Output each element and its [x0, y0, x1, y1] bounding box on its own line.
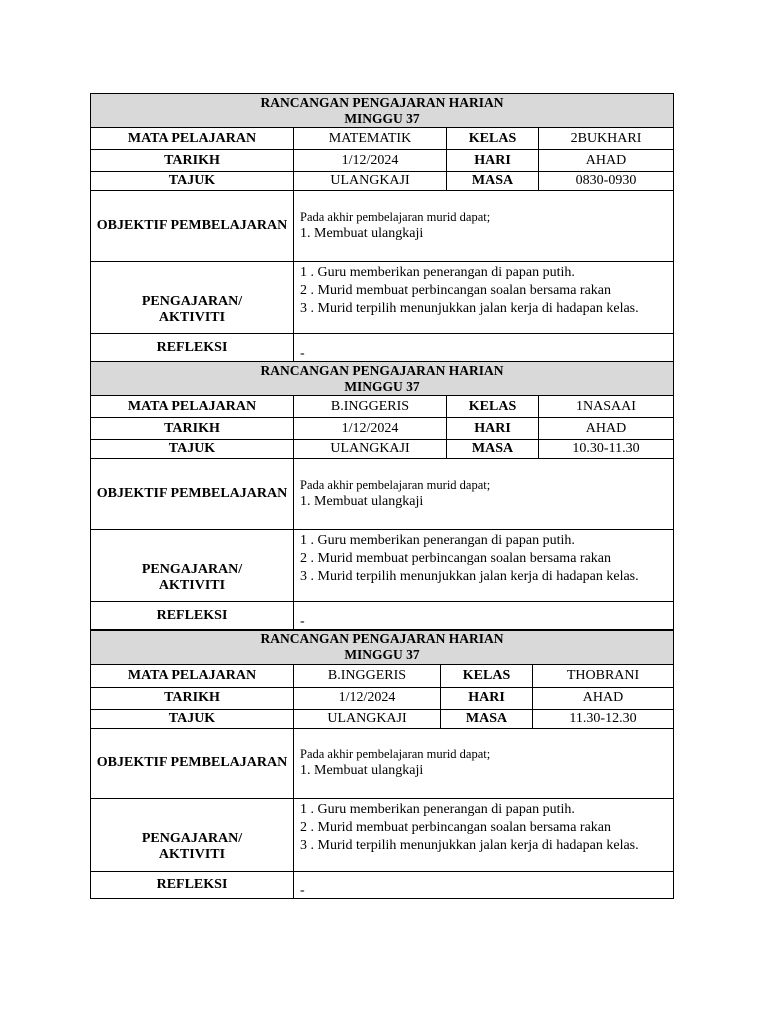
- day-label: HARI: [441, 687, 533, 709]
- topic-value: ULANGKAJI: [294, 172, 447, 191]
- topic-label: TAJUK: [91, 709, 294, 728]
- subject-value: B.INGGERIS: [294, 664, 441, 687]
- activity-item: 3 . Murid terpilih menunjukkan jalan kerja di hadapan kelas.: [300, 301, 639, 316]
- subject-value: B.INGGERIS: [294, 396, 447, 418]
- subject-label: MATA PELAJARAN: [91, 128, 294, 150]
- topic-value: ULANGKAJI: [294, 440, 447, 459]
- subject-value: MATEMATIK: [294, 128, 447, 150]
- objective-content: [294, 459, 674, 530]
- lesson-plan-table-1: [90, 93, 674, 362]
- day-value: AHAD: [539, 418, 674, 440]
- activity-list: [294, 262, 674, 334]
- class-label: KELAS: [441, 664, 533, 687]
- class-value: 2BUKHARI: [539, 128, 674, 150]
- time-value: 0830-0930: [539, 172, 674, 191]
- plan-title: RANCANGAN PENGAJARAN HARIAN: [260, 362, 504, 378]
- plan-header: [91, 362, 674, 396]
- time-value: 10.30-11.30: [539, 440, 674, 459]
- reflection-value: -: [300, 614, 305, 629]
- activity-list: [294, 530, 674, 602]
- topic-label: TAJUK: [91, 440, 294, 459]
- objective-content: [294, 728, 674, 798]
- time-label: MASA: [447, 172, 539, 191]
- objective-intro: Pada akhir pembelajaran murid dapat;: [300, 478, 491, 492]
- day-value: AHAD: [533, 687, 674, 709]
- plan-week: MINGGU 37: [344, 647, 420, 663]
- topic-value: ULANGKAJI: [294, 709, 441, 728]
- subject-label: MATA PELAJARAN: [91, 396, 294, 418]
- plan-header: [91, 94, 674, 128]
- day-value: AHAD: [539, 150, 674, 172]
- reflection-content: [294, 334, 674, 362]
- reflection-value: -: [300, 882, 305, 898]
- date-label: TARIKH: [91, 687, 294, 709]
- lesson-plan-table-2: [90, 361, 674, 630]
- time-label: MASA: [447, 440, 539, 459]
- plan-title: RANCANGAN PENGAJARAN HARIAN: [260, 631, 504, 647]
- time-label: MASA: [441, 709, 533, 728]
- activity-item: 2 . Murid membuat perbincangan soalan bersama rakan: [300, 819, 612, 835]
- reflection-value: -: [300, 346, 305, 361]
- subject-label: MATA PELAJARAN: [91, 664, 294, 687]
- date-value: 1/12/2024: [294, 418, 447, 440]
- activity-item: 1 . Guru memberikan penerangan di papan putih.: [300, 265, 575, 280]
- activity-label-line-1: PENGAJARAN/: [141, 293, 243, 309]
- plan-week: MINGGU 37: [344, 378, 420, 394]
- activity-label-line-2: AKTIVITI: [158, 309, 226, 325]
- topic-label: TAJUK: [91, 172, 294, 191]
- class-label: KELAS: [447, 396, 539, 418]
- objective-label: OBJEKTIF PEMBELAJARAN: [91, 728, 294, 798]
- activity-label: [91, 798, 294, 871]
- plan-week: MINGGU 37: [344, 110, 420, 126]
- reflection-label: REFLEKSI: [91, 602, 294, 630]
- reflection-content: [294, 602, 674, 630]
- activity-label: [91, 530, 294, 602]
- activity-item: 3 . Murid terpilih menunjukkan jalan kerja di hadapan kelas.: [300, 837, 639, 853]
- objective-intro: Pada akhir pembelajaran murid dapat;: [300, 747, 491, 761]
- activity-list: [294, 798, 674, 871]
- reflection-content: [294, 871, 674, 898]
- activity-label-line-2: AKTIVITI: [158, 577, 226, 593]
- activity-label-line-1: PENGAJARAN/: [141, 830, 243, 846]
- plan-header: [91, 630, 674, 664]
- date-value: 1/12/2024: [294, 150, 447, 172]
- objective-intro: Pada akhir pembelajaran murid dapat;: [300, 210, 491, 224]
- date-label: TARIKH: [91, 150, 294, 172]
- class-value: 1NASAAI: [539, 396, 674, 418]
- time-value: 11.30-12.30: [533, 709, 674, 728]
- activity-label-line-1: PENGAJARAN/: [141, 561, 243, 577]
- objective-item: 1. Membuat ulangkaji: [300, 226, 424, 241]
- objective-label: OBJEKTIF PEMBELAJARAN: [91, 191, 294, 262]
- activity-label: [91, 262, 294, 334]
- objective-content: [294, 191, 674, 262]
- reflection-label: REFLEKSI: [91, 334, 294, 362]
- reflection-label: REFLEKSI: [91, 871, 294, 898]
- day-label: HARI: [447, 418, 539, 440]
- class-value: THOBRANI: [533, 664, 674, 687]
- objective-item: 1. Membuat ulangkaji: [300, 763, 424, 778]
- objective-label: OBJEKTIF PEMBELAJARAN: [91, 459, 294, 530]
- day-label: HARI: [447, 150, 539, 172]
- activity-label-line-2: AKTIVITI: [158, 846, 226, 862]
- date-label: TARIKH: [91, 418, 294, 440]
- plan-title: RANCANGAN PENGAJARAN HARIAN: [260, 94, 504, 110]
- date-value: 1/12/2024: [294, 687, 441, 709]
- activity-item: 3 . Murid terpilih menunjukkan jalan kerja di hadapan kelas.: [300, 569, 639, 584]
- activity-item: 1 . Guru memberikan penerangan di papan putih.: [300, 533, 575, 548]
- lesson-plan-table-3: [90, 629, 674, 899]
- activity-item: 1 . Guru memberikan penerangan di papan putih.: [300, 801, 575, 817]
- class-label: KELAS: [447, 128, 539, 150]
- objective-item: 1. Membuat ulangkaji: [300, 494, 424, 509]
- activity-item: 2 . Murid membuat perbincangan soalan bersama rakan: [300, 551, 612, 566]
- activity-item: 2 . Murid membuat perbincangan soalan bersama rakan: [300, 283, 612, 298]
